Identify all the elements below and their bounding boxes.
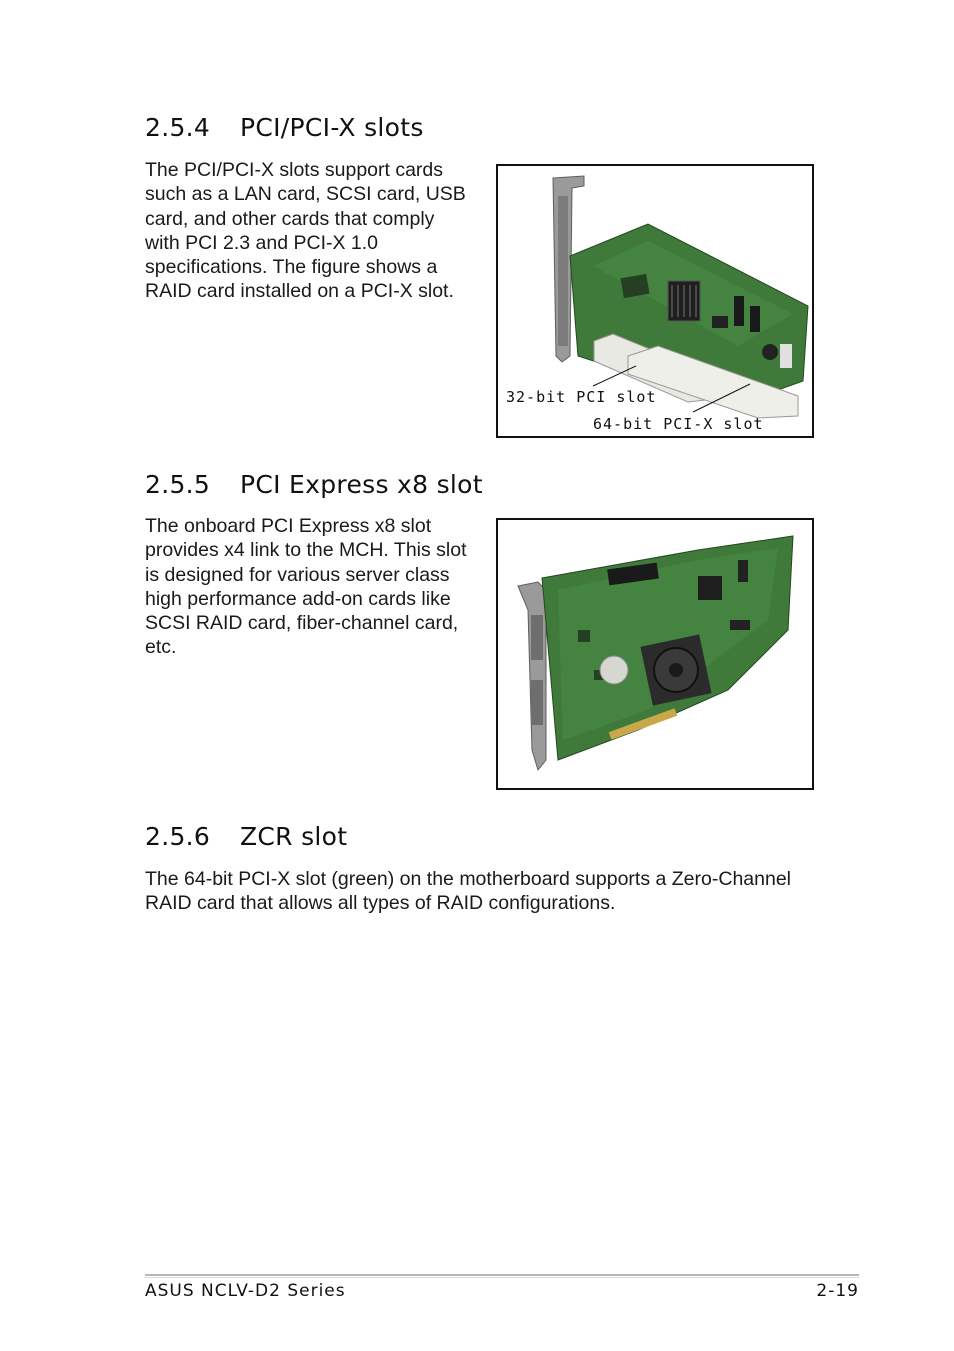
paragraph-line: RAID card that allows all types of RAID configurations. xyxy=(145,892,616,915)
paragraph-line: RAID card installed on a PCI-X slot. xyxy=(145,280,454,303)
section-title: PCI/PCI-X slots xyxy=(240,113,424,142)
paragraph-line: The 64-bit PCI-X slot (green) on the motherboard supports a Zero-Channel xyxy=(145,868,791,890)
section-number: 2.5.6 xyxy=(145,822,211,851)
section-number: 2.5.4 xyxy=(145,113,211,142)
section-heading-pci-slots xyxy=(145,113,424,142)
pci-slots-paragraph xyxy=(145,158,466,304)
paragraph-line: etc. xyxy=(145,636,177,659)
footer-product-name: ASUS NCLV-D2 Series xyxy=(145,1281,346,1301)
section-title: ZCR slot xyxy=(240,822,348,851)
paragraph-line: high performance add-on cards like xyxy=(145,587,451,610)
section-title: PCI Express x8 slot xyxy=(240,470,483,499)
footer-page-number: 2-19 xyxy=(816,1281,859,1301)
callout-64bit-pcix-slot: 64-bit PCI-X slot xyxy=(593,415,764,433)
paragraph-line: is designed for various server class xyxy=(145,563,450,586)
paragraph-line: The onboard PCI Express x8 slot xyxy=(145,515,432,537)
footer-rule xyxy=(145,1274,859,1276)
section-heading-zcr-slot xyxy=(145,822,347,851)
paragraph-line: specifications. The figure shows a xyxy=(145,256,438,279)
pci-x-raid-card-figure xyxy=(496,164,814,438)
pci-express-paragraph xyxy=(145,514,467,660)
paragraph-line: The PCI/PCI-X slots support cards xyxy=(145,159,444,181)
paragraph-line: SCSI RAID card, fiber-channel card, xyxy=(145,612,459,635)
scsi-raid-card-illustration xyxy=(498,520,812,788)
pci-express-card-figure xyxy=(496,518,814,790)
paragraph-line: provides x4 link to the MCH. This slot xyxy=(145,539,467,562)
callout-32bit-pci-slot: 32-bit PCI slot xyxy=(506,388,657,406)
paragraph-line: with PCI 2.3 and PCI-X 1.0 xyxy=(145,231,379,254)
section-heading-pci-express xyxy=(145,470,483,499)
footer-rule-thin xyxy=(145,1277,859,1278)
paragraph-line: such as a LAN card, SCSI card, USB xyxy=(145,183,466,206)
section-number: 2.5.5 xyxy=(145,470,211,499)
zcr-slot-paragraph xyxy=(145,867,791,916)
paragraph-line: card, and other cards that comply xyxy=(145,207,435,230)
